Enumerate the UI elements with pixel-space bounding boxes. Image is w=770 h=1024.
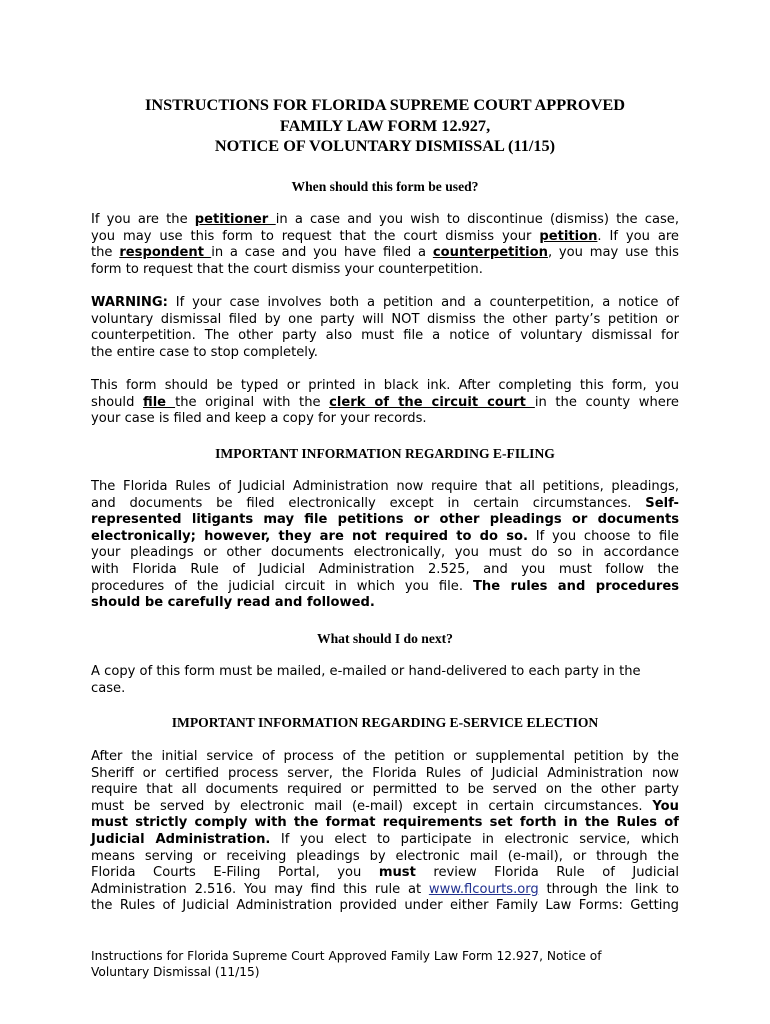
paragraph-efiling [91, 479, 679, 612]
text-line: your pleadings or other documents electronically, you must do so in accordance [91, 545, 679, 561]
text-line: A copy of this form must be mailed, e-mailed or hand-delivered to each party in the [91, 664, 641, 679]
text-line: the entire case to stop completely. [91, 344, 318, 360]
text-line: you may use this form to request that the court dismiss your petition. If you are [91, 228, 679, 244]
paragraph-warning [91, 295, 679, 361]
title-line-1: INSTRUCTIONS FOR FLORIDA SUPREME COURT APPROVED [145, 95, 625, 114]
text-line: with Florida Rule of Judicial Administration 2.525, and you must follow the [91, 561, 679, 577]
text-line: electronically; however, they are not required to do so. If you choose to file [91, 528, 679, 544]
document-title [91, 95, 679, 157]
text-line: represented litigants may file petitions or other pleadings or documents [91, 512, 679, 528]
petitioner-term: petitioner [194, 212, 276, 227]
text-line: Sheriff or certified process server, the Florida Rules of Judicial Administration now [91, 765, 679, 781]
when-heading: When should this form be used? [291, 179, 479, 194]
title-line-3: NOTICE OF VOLUNTARY DISMISSAL (11/15) [214, 136, 556, 155]
text-line: Administration 2.516. You may find this rule at www.flcourts.org through the link to [91, 881, 680, 897]
text-line: must be served by electronic mail (e-mail) except in certain circumstances. You [91, 798, 679, 814]
counterpetition-term: counterpetition [432, 245, 548, 261]
paragraph-intro [91, 212, 679, 278]
text-line: must strictly comply with the format requirements set forth in the Rules of [91, 815, 679, 831]
next-heading: What should I do next? [317, 631, 453, 646]
text-line: The Florida Rules of Judicial Administration now require that all petitions, pleadings, [91, 479, 679, 494]
text-line: Judicial Administration. If you elect to participate in electronic service, which [91, 831, 679, 847]
warning-label: WARNING: [91, 295, 168, 310]
text-line: After the initial service of process of the petition or supplemental petition by the [91, 749, 679, 764]
text-line: WARNING: If your case involves both a petition and a counterpetition, a notice of [91, 295, 679, 310]
text-line: This form should be typed or printed in black ink. After completing this form, you [91, 378, 679, 393]
respondent-term: respondent [119, 245, 212, 261]
text-line: and documents be filed electronically except in certain circumstances. Self- [91, 495, 679, 511]
clerk-term: clerk of the circuit court [329, 394, 535, 410]
footer-line-2: Voluntary Dismissal (11/15) [91, 964, 260, 979]
paragraph-filing [91, 378, 679, 428]
text-line: If you are the petitioner in a case and you wish to discontinue (dismiss) the case, [91, 212, 680, 227]
page-footer [91, 949, 651, 980]
text-line: counterpetition. The other party also must file a notice of voluntary dismissal for [91, 328, 679, 344]
eservice-heading: IMPORTANT INFORMATION REGARDING E-SERVICE ELECTION [171, 715, 599, 730]
paragraph-eservice [91, 749, 679, 915]
text-line: the respondent in a case and you have filed a counterpetition, you may use this [91, 245, 680, 261]
flcourts-link[interactable]: www.flcourts.org [428, 881, 539, 897]
text-line: form to request that the court dismiss your counterpetition. [91, 261, 483, 277]
text-line: the Rules of Judicial Administration provided under either Family Law Forms: Getting [91, 898, 679, 914]
text-line: require that all documents required or permitted to be served on the other party [91, 782, 679, 798]
text-line: case. [91, 680, 126, 696]
text-line: means serving or receiving pleadings by electronic mail (e-mail), or through the [91, 848, 679, 864]
footer-line-1: Instructions for Florida Supreme Court Approved Family Law Form 12.927, Notice of [91, 949, 602, 963]
text-line: procedures of the judicial circuit in which you file. The rules and procedures [91, 578, 680, 594]
text-line: voluntary dismissal filed by one party will NOT dismiss the other party’s petition or [91, 311, 679, 327]
text-line: should be carefully read and followed. [91, 595, 375, 611]
paragraph-next [91, 664, 679, 697]
efiling-heading: IMPORTANT INFORMATION REGARDING E-FILING [215, 446, 555, 461]
file-term: file [142, 394, 176, 410]
text-line: should file the original with the clerk of the circuit court in the county where [91, 394, 679, 410]
title-line-2: FAMILY LAW FORM 12.927, [279, 115, 491, 135]
text-line: Florida Courts E-Filing Portal, you must review Florida Rule of Judicial [91, 865, 679, 881]
text-line: your case is filed and keep a copy for your records. [91, 411, 427, 427]
petition-term: petition [539, 228, 598, 244]
